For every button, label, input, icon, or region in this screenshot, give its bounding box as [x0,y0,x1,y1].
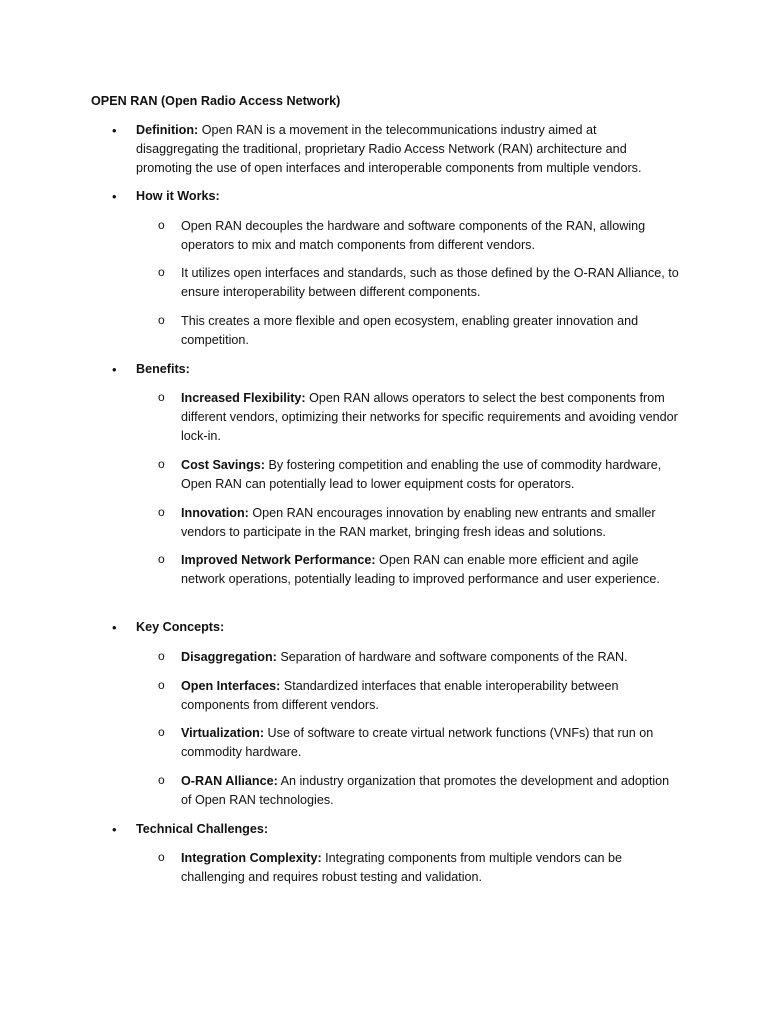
key-concept-item [158,677,683,715]
sub-bullet: o [158,218,165,232]
key-concept-term: Virtualization: [181,726,265,740]
technical-challenge-text: Integrating components from multiple vendors can be challenging and requires robust testing and validation. [181,851,622,884]
bullet: • [112,822,117,837]
technical-challenge-item [158,849,683,887]
key-concepts-heading-item [112,618,681,637]
document-title: OPEN RAN (Open Radio Access Network) [91,94,341,108]
how-it-works-heading-item [112,187,681,206]
sub-bullet: o [158,505,165,519]
how-it-works-item [158,312,683,350]
key-concept-text: Use of software to create virtual network functions (VNFs) that run on commodity hardware. [181,726,654,759]
key-concept-item [158,772,683,810]
how-it-works-text: It utilizes open interfaces and standards, such as those defined by the O-RAN Alliance, to ensure interoperability between different components. [181,266,679,299]
benefit-text: Open RAN encourages innovation by enabling new entrants and smaller vendors to participate in the RAN market, bringing fresh ideas and solutions. [181,506,656,539]
sub-bullet: o [158,390,165,404]
technical-challenges-heading: Technical Challenges: [136,822,269,836]
sub-bullet: o [158,773,165,787]
technical-challenges-heading-item [112,820,681,839]
bullet: • [112,362,117,377]
benefit-item [158,389,683,446]
how-it-works-text: Open RAN decouples the hardware and software components of the RAN, allowing operators to mix and match components from different vendors. [181,219,646,252]
key-concepts-heading: Key Concepts: [136,620,225,634]
key-concept-item [158,648,683,667]
bullet: • [112,123,117,138]
key-concept-text: Separation of hardware and software components of the RAN. [276,650,628,664]
sub-bullet: o [158,313,165,327]
benefit-term: Cost Savings: [181,458,265,472]
key-concept-text: Standardized interfaces that enable interoperability between components from different vendors. [181,679,619,712]
benefit-term: Increased Flexibility: [181,391,306,405]
how-it-works-item [158,217,683,255]
benefits-heading: Benefits: [136,362,190,376]
sub-bullet: o [158,552,165,566]
how-it-works-heading: How it Works: [136,189,220,203]
how-it-works-text: This creates a more flexible and open ecosystem, enabling greater innovation and competition. [181,314,639,347]
sub-bullet: o [158,457,165,471]
technical-challenge-term: Integration Complexity: [181,851,322,865]
benefit-text: By fostering competition and enabling the use of commodity hardware, Open RAN can potentially lead to lower equipment costs for operators. [181,458,662,491]
definition-item [112,121,681,178]
sub-bullet: o [158,265,165,279]
benefit-term: Improved Network Performance: [181,553,376,567]
benefit-text: Open RAN allows operators to select the best components from different vendors, optimizing their networks for specific requirements and avoiding vendor lock-in. [181,391,678,443]
benefit-text: Open RAN can enable more efficient and agile network operations, potentially leading to improved performance and user experience. [181,553,660,586]
definition-term: Definition: [136,123,199,137]
sub-bullet: o [158,850,165,864]
benefits-heading-item [112,360,681,379]
sub-bullet: o [158,725,165,739]
key-concept-term: Open Interfaces: [181,679,281,693]
benefit-term: Innovation: [181,506,249,520]
key-concept-term: O-RAN Alliance: [181,774,278,788]
how-it-works-item [158,264,683,302]
definition-text: Open RAN is a movement in the telecommunications industry aimed at disaggregating the traditional, proprietary Radio Access Network (RAN) architecture and promoting the use of open interfaces and interoperable components from multiple vendors. [136,123,642,175]
key-concept-term: Disaggregation: [181,650,277,664]
key-concept-text: An industry organization that promotes the development and adoption of Open RAN technologies. [181,774,670,807]
bullet: • [112,189,117,204]
sub-bullet: o [158,649,165,663]
benefit-item [158,504,683,542]
benefit-item [158,551,683,589]
sub-bullet: o [158,678,165,692]
bullet: • [112,620,117,635]
key-concept-item [158,724,683,762]
benefit-item [158,456,683,494]
